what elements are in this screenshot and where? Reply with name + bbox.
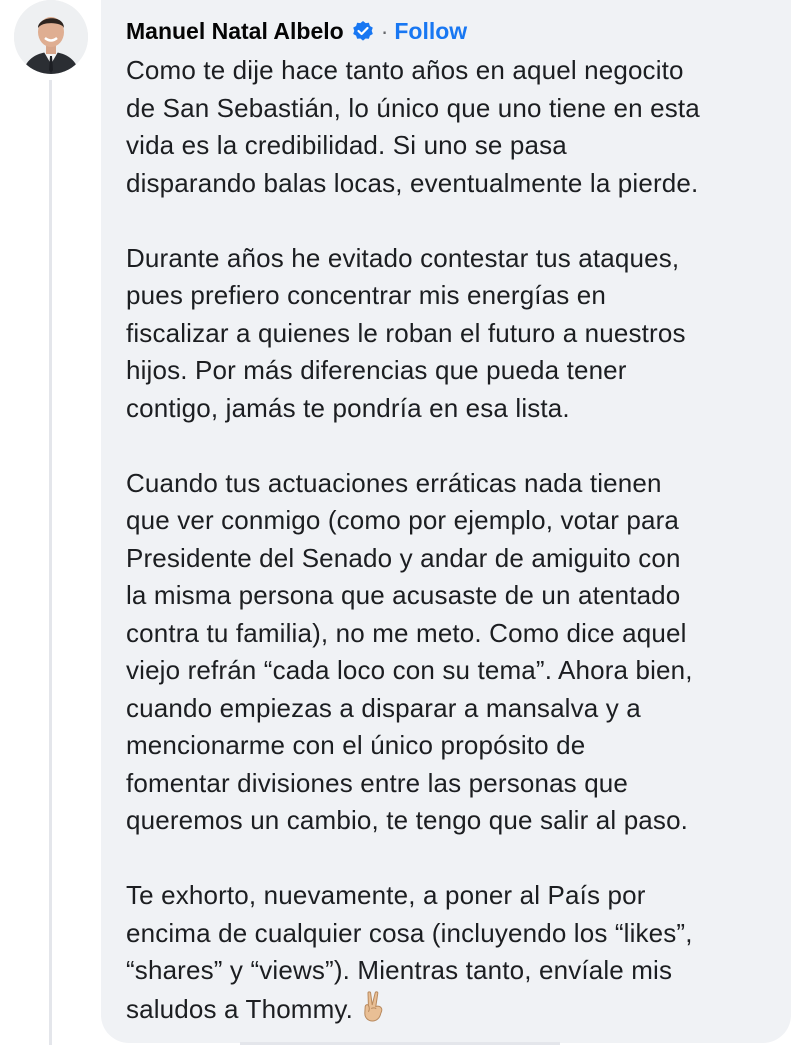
paragraph — [126, 465, 761, 840]
text-line: saludos a Thommy. — [126, 993, 354, 1024]
text-line: que ver conmigo (como por ejemplo, votar para — [126, 505, 680, 535]
text-line: hijos. Por más diferencias que pueda tener — [126, 355, 627, 385]
text-line: vida es la credibilidad. Si uno se pasa — [126, 130, 567, 160]
text-line: Cuando tus actuaciones erráticas nada tienen — [126, 467, 662, 498]
text-line: Durante años he evitado contestar tus ataques, — [126, 242, 680, 273]
comment-text — [126, 52, 761, 1032]
author-name[interactable]: Manuel Natal Albelo — [126, 17, 344, 44]
separator-dot: · — [380, 17, 389, 44]
paragraph — [126, 877, 761, 1032]
text-line: queremos un cambio, te tengo que salir al paso. — [126, 805, 689, 835]
paragraph — [126, 240, 761, 428]
paragraph — [126, 52, 761, 202]
text-line: Como te dije hace tanto años en aquel negocito — [126, 55, 684, 85]
text-line: cuando empiezas a disparar a mansalva y a — [126, 692, 641, 723]
thread-line — [49, 80, 52, 1045]
verified-badge-icon — [352, 20, 374, 42]
text-line: fomentar divisiones entre las personas que — [126, 767, 629, 798]
text-line: pues prefiero concentrar mis energías en — [126, 280, 607, 310]
text-line: contra tu familia), no me meto. Como dice aquel — [126, 617, 687, 648]
comment-bubble — [101, 0, 791, 1043]
text-line: disparando balas locas, eventualmente la pierde. — [126, 167, 699, 198]
text-line: contigo, jamás te pondría en esa lista. — [126, 392, 570, 423]
last-line — [126, 990, 761, 1033]
avatar[interactable] — [14, 0, 88, 74]
text-line: Presidente del Senado y andar de amiguito con — [126, 542, 681, 573]
text-line: mencionarme con el único propósito de — [126, 730, 586, 760]
text-line: fiscalizar a quienes le roban el futuro a nuestros — [126, 317, 686, 348]
profile-photo — [14, 0, 88, 74]
text-line: de San Sebastián, lo único que uno tiene en esta — [126, 92, 700, 123]
text-line: “shares” y “views”). Mientras tanto, envíale mis — [126, 955, 673, 985]
text-line: encima de cualquier cosa (incluyendo los “likes”, — [126, 917, 693, 948]
comment-header — [126, 14, 761, 48]
text-line: la misma persona que acusaste de un atentado — [126, 580, 681, 610]
text-line: viejo refrán “cada loco con su tema”. Ahora bien, — [126, 655, 693, 685]
follow-button[interactable]: Follow — [394, 17, 468, 44]
text-line: Te exhorto, nuevamente, a poner al País por — [126, 880, 646, 910]
victory-hand-icon — [361, 990, 387, 1033]
